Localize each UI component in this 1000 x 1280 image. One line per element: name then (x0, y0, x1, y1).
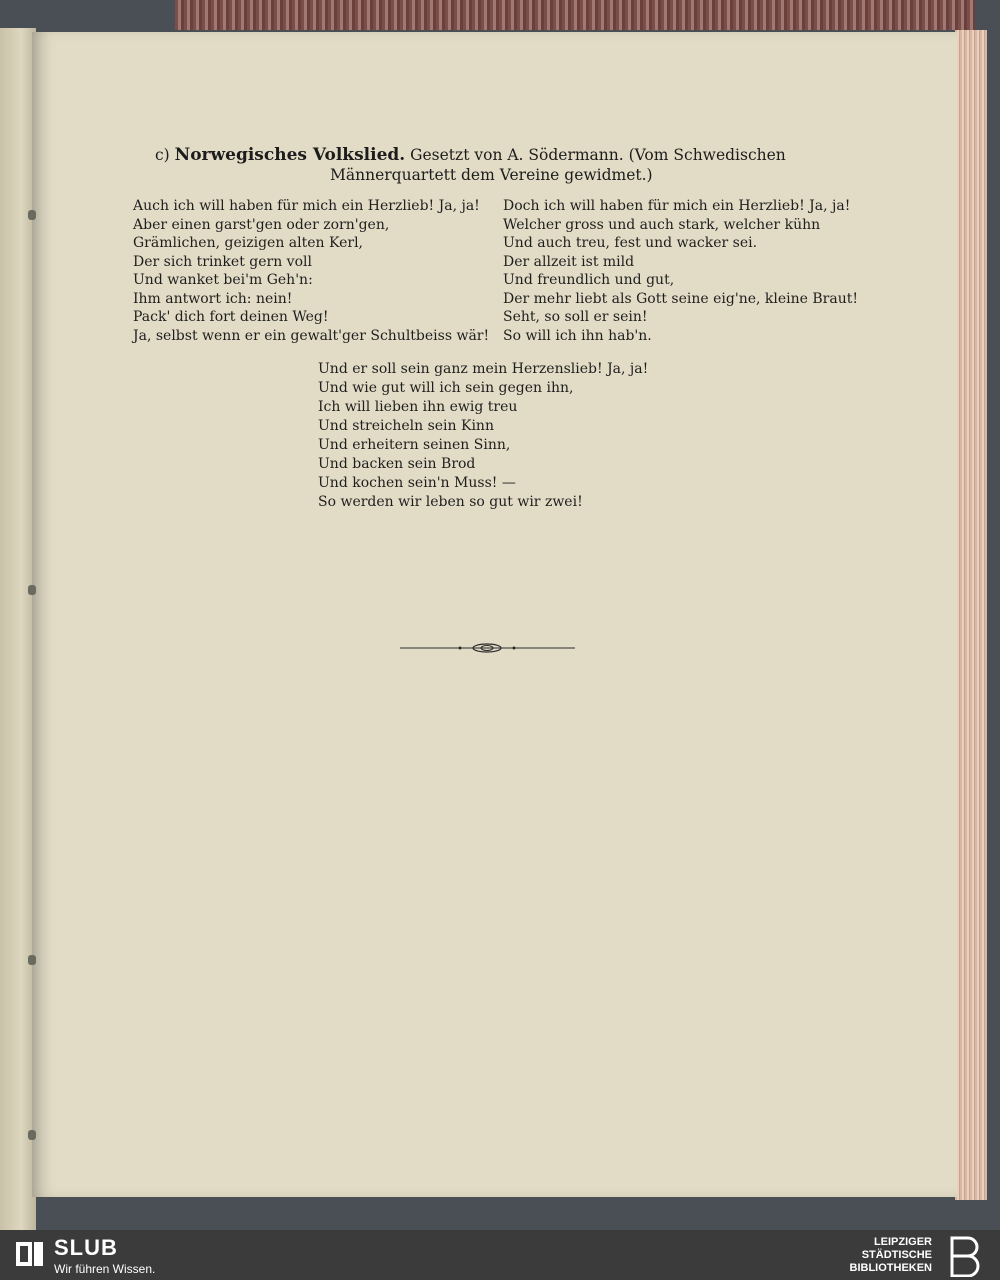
slub-logo-icon[interactable] (14, 1238, 46, 1270)
heading-dedication: Männerquartett dem Vereine gewidmet.) (330, 166, 653, 184)
library-line: BIBLIOTHEKEN (849, 1262, 932, 1274)
verse-line: Ich will lieben ihn ewig treu (318, 399, 518, 415)
verse-line: Und freundlich und gut, (503, 272, 675, 288)
slub-name[interactable]: SLUB (54, 1235, 118, 1260)
binding-thread-mark (28, 955, 36, 965)
binding-thread-mark (28, 210, 36, 220)
verse-line: Und er soll sein ganz mein Herzenslieb! Ja, ja! (318, 361, 649, 377)
library-line: STÄDTISCHE (861, 1249, 932, 1261)
verse-line: Und wie gut will ich sein gegen ihn, (318, 380, 574, 396)
verse-line: So will ich ihn hab'n. (503, 327, 652, 344)
library-line: LEIPZIGER (873, 1236, 932, 1248)
heading-prefix: c) (155, 146, 175, 164)
heading-credit: Gesetzt von A. Södermann. (Vom Schwedischen (410, 146, 786, 164)
viewer-footer (0, 1230, 1000, 1280)
verse-line: Der mehr liebt als Gott seine eig'ne, kleine Braut! (503, 290, 858, 307)
song-title: Norwegisches Volkslied. (174, 145, 406, 165)
verse-line: Pack' dich fort deinen Weg! (133, 309, 329, 325)
stanza-final (318, 360, 648, 512)
verse-line: Aber einen garst'gen oder zorn'gen, (133, 216, 390, 233)
stanza-right (503, 197, 863, 345)
verse-line: Ja, selbst wenn er ein gewalt'ger Schultbeiss wär! (133, 327, 490, 344)
verse-line: Doch ich will haben für mich ein Herzlieb! Ja, ja! (503, 198, 851, 214)
book-cover-top (175, 0, 975, 30)
verse-line: So werden wir leben so gut wir zwei! (318, 494, 583, 510)
leipzig-b-logo-icon[interactable] (944, 1235, 986, 1277)
verse-line: Und kochen sein'n Muss! — (318, 475, 516, 491)
binding-thread-mark (28, 585, 36, 595)
verse-line: Welcher gross und auch stark, welcher kühn (503, 216, 821, 233)
ornament-divider (400, 640, 575, 656)
stanza-left (133, 197, 498, 345)
verse-line: Der sich trinket gern voll (133, 253, 312, 270)
verse-line: Ihm antwort ich: nein! (133, 290, 293, 307)
left-page-edge (0, 28, 36, 1230)
verse-line: Und streicheln sein Kinn (318, 418, 494, 434)
verse-line: Seht, so soll er sein! (503, 309, 648, 325)
verse-line: Auch ich will haben für mich ein Herzlieb! Ja, ja! (133, 198, 480, 214)
library-name[interactable] (850, 1236, 933, 1275)
page-edges-right (955, 30, 987, 1200)
verse-line: Und auch treu, fest und wacker sei. (503, 235, 758, 251)
verse-line: Grämlichen, geizigen alten Kerl, (133, 235, 363, 251)
song-heading (155, 145, 845, 185)
verse-line: Und backen sein Brod (318, 456, 476, 472)
binding-thread-mark (28, 1130, 36, 1140)
verse-line: Und wanket bei'm Geh'n: (133, 272, 313, 288)
verse-line: Der allzeit ist mild (503, 253, 635, 270)
verse-line: Und erheitern seinen Sinn, (318, 437, 511, 453)
slub-tagline: Wir führen Wissen. (54, 1262, 156, 1276)
